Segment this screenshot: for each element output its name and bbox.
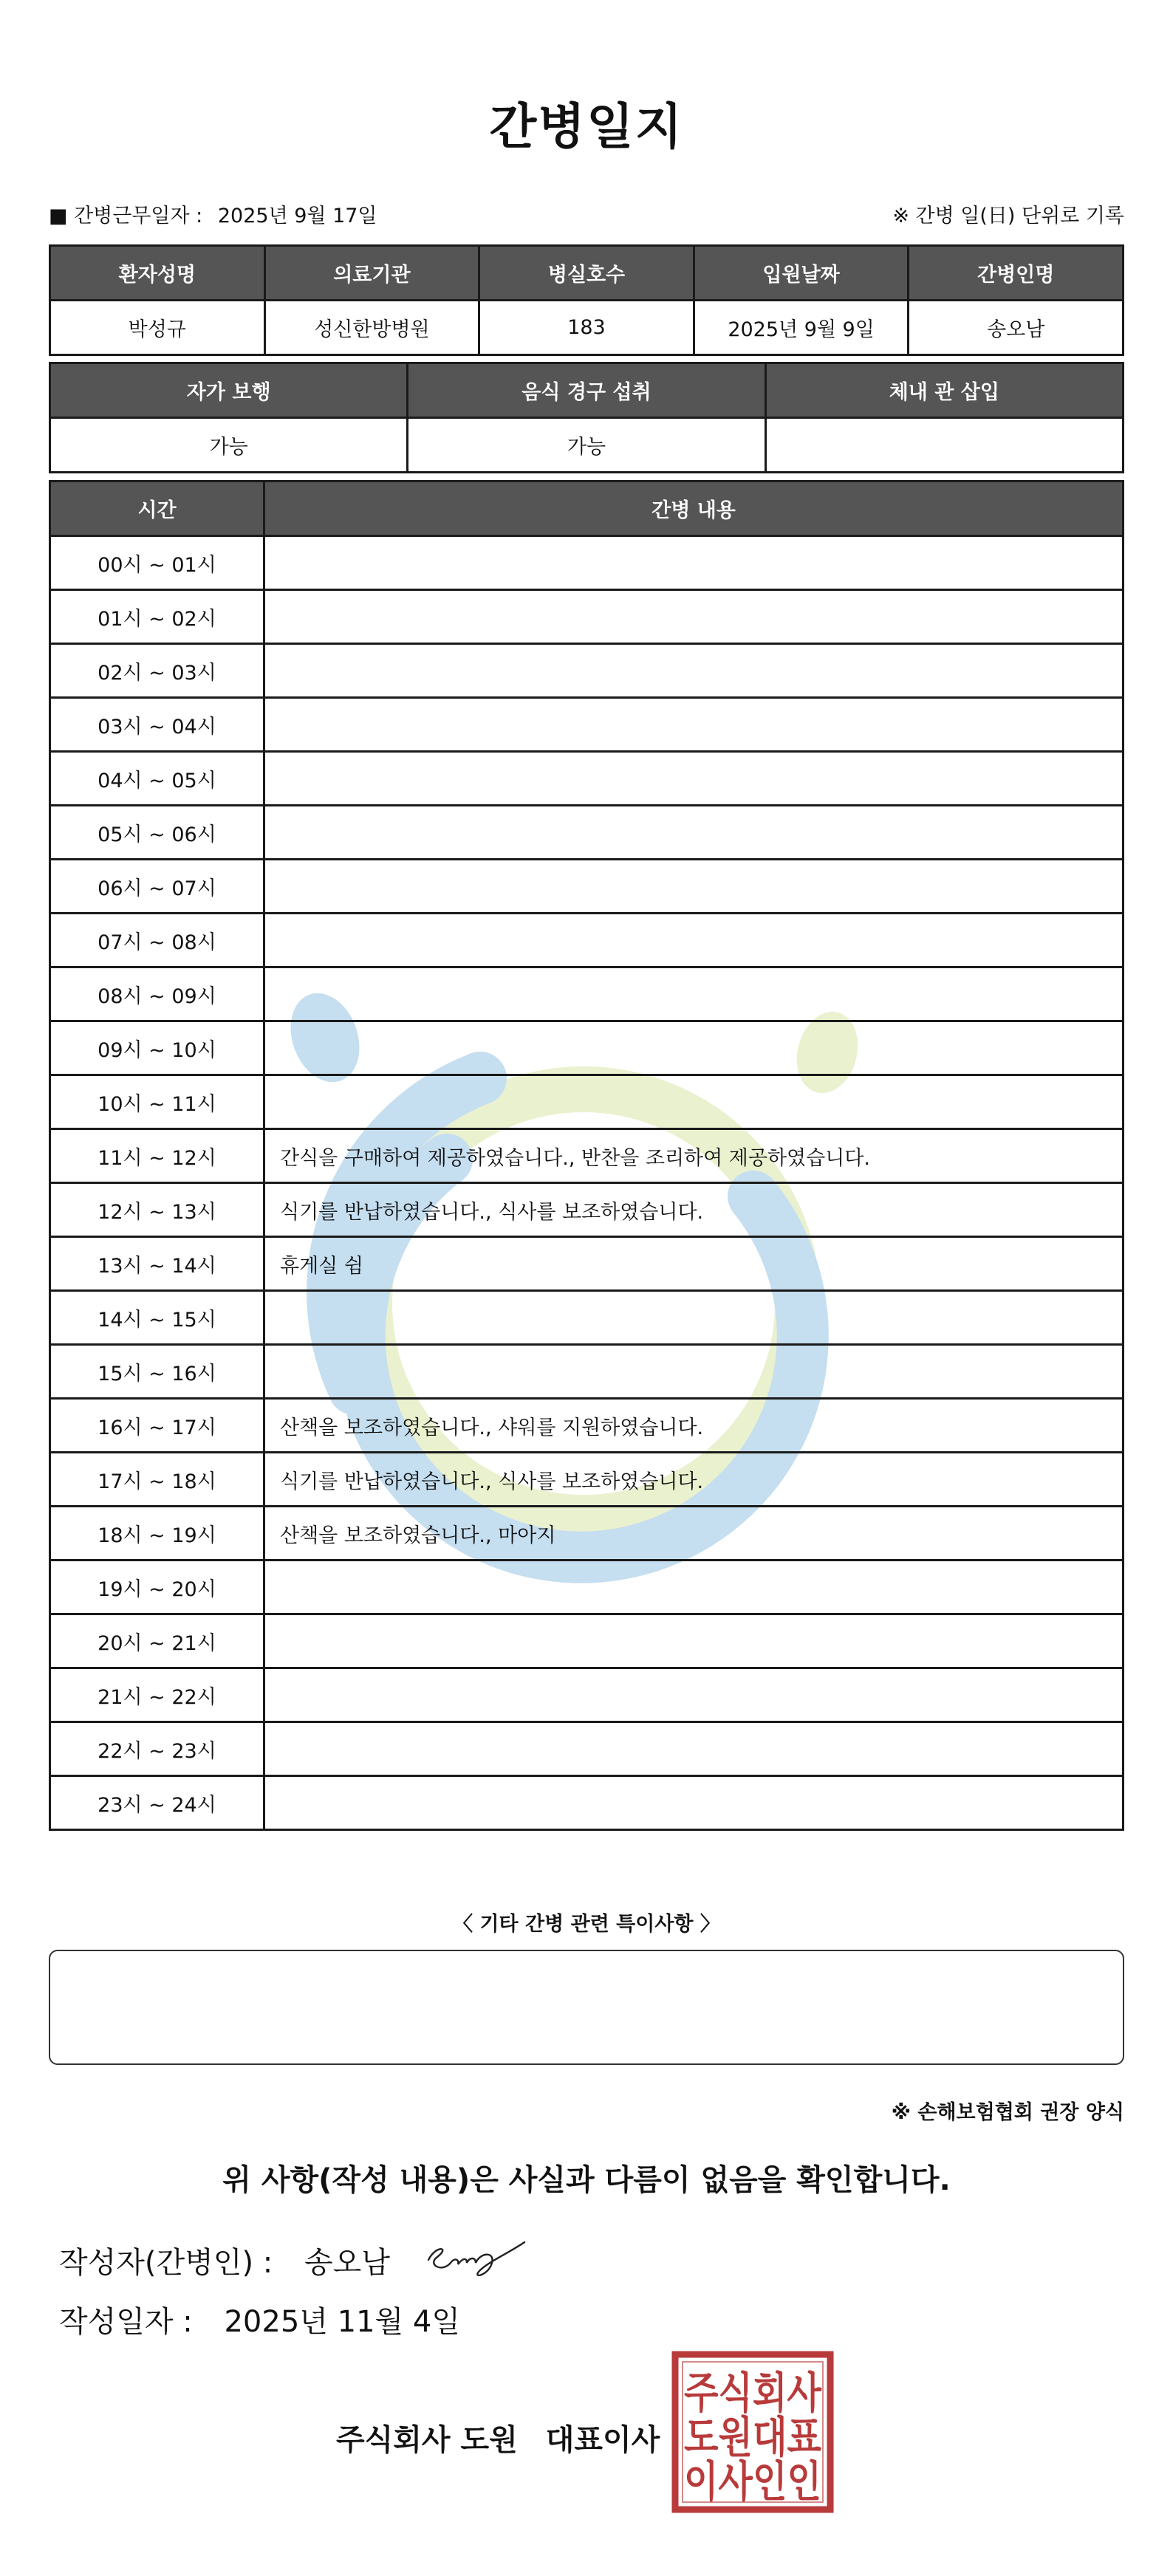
log-row: [50, 1237, 1124, 1291]
log-content: 간식을 구매하여 제공하였습니다., 반찬을 조리하여 제공하였습니다.: [264, 1129, 1124, 1183]
work-date-value: 2025년 9월 17일: [217, 205, 377, 227]
hospital-name: 성신한방병원: [264, 301, 479, 355]
oral-intake-value: 가능: [408, 418, 765, 473]
log-time: 07시 ~ 08시: [50, 914, 264, 967]
work-date: [49, 199, 377, 228]
log-time: 22시 ~ 23시: [50, 1722, 264, 1776]
log-time: 05시 ~ 06시: [50, 806, 264, 860]
log-time: 16시 ~ 17시: [50, 1399, 264, 1453]
log-content: [264, 1345, 1124, 1399]
patient-status-table: [49, 362, 1124, 473]
log-time: 12시 ~ 13시: [50, 1183, 264, 1237]
log-content: [264, 1021, 1124, 1075]
log-time: 10시 ~ 11시: [50, 1075, 264, 1129]
log-content: [264, 1561, 1124, 1614]
signature-image: [421, 2230, 532, 2282]
log-row: [50, 698, 1124, 752]
log-time: 18시 ~ 19시: [50, 1507, 264, 1561]
patient-info-table: [49, 244, 1124, 356]
log-content: 식기를 반납하였습니다., 식사를 보조하였습니다.: [264, 1183, 1124, 1237]
log-content: [264, 914, 1124, 967]
log-row: [50, 1614, 1124, 1668]
log-row: [50, 1291, 1124, 1345]
header-oral-intake: 음식 경구 섭취: [408, 363, 765, 418]
header-caregiver-name: 간병인명: [909, 246, 1124, 301]
log-time: 03시 ~ 04시: [50, 698, 264, 752]
log-row: [50, 1507, 1124, 1561]
author-name: 송오남: [304, 2246, 390, 2280]
log-content: 식기를 반납하였습니다., 식사를 보조하였습니다.: [264, 1453, 1124, 1507]
header-time: 시간: [50, 482, 264, 536]
company-seal-stamp: [671, 2350, 835, 2514]
written-date-label: 작성일자 :: [59, 2305, 193, 2339]
log-time: 13시 ~ 14시: [50, 1237, 264, 1291]
header-hospital: 의료기관: [264, 246, 479, 301]
log-content: [264, 698, 1124, 752]
log-time: 00시 ~ 01시: [50, 536, 264, 590]
log-row: [50, 860, 1124, 914]
log-content: [264, 752, 1124, 806]
log-row: [50, 1075, 1124, 1129]
recording-note: ※ 간병 일(日) 단위로 기록: [892, 205, 1124, 227]
log-content: [264, 1776, 1124, 1830]
log-content: [264, 860, 1124, 914]
log-row: [50, 1722, 1124, 1776]
header-self-walking: 자가 보행: [50, 363, 408, 418]
log-row: [50, 1561, 1124, 1614]
log-content: 산책을 보조하였습니다., 마아지: [264, 1507, 1124, 1561]
log-content: [264, 967, 1124, 1021]
log-row: [50, 914, 1124, 967]
room-number: 183: [479, 301, 694, 355]
log-row: [50, 590, 1124, 644]
log-time: 11시 ~ 12시: [50, 1129, 264, 1183]
svg-text:도원대표: 도원대표: [684, 2412, 821, 2462]
log-time: 23시 ~ 24시: [50, 1776, 264, 1830]
author-line: [59, 2239, 390, 2281]
log-row: [50, 1668, 1124, 1722]
log-time: 04시 ~ 05시: [50, 752, 264, 806]
caregiver-name: 송오남: [909, 301, 1124, 355]
log-row: [50, 644, 1124, 698]
log-row: [50, 1345, 1124, 1399]
log-time: 15시 ~ 16시: [50, 1345, 264, 1399]
written-date-value: 2025년 11월 4일: [224, 2305, 460, 2339]
header-room-number: 병실호수: [479, 246, 694, 301]
log-content: 휴게실 쉼: [264, 1237, 1124, 1291]
log-row: [50, 1129, 1124, 1183]
written-date-line: [59, 2298, 460, 2340]
svg-text:이사인인: 이사인인: [684, 2456, 821, 2507]
page-title: 간병일지: [489, 98, 684, 155]
header-care-content: 간병 내용: [264, 482, 1124, 536]
log-content: [264, 590, 1124, 644]
log-content: [264, 1668, 1124, 1722]
header-admission-date: 입원날짜: [694, 246, 909, 301]
log-time: 19시 ~ 20시: [50, 1561, 264, 1614]
log-time: 06시 ~ 07시: [50, 860, 264, 914]
confirmation-statement: 위 사항(작성 내용)은 사실과 다름이 없음을 확인합니다.: [222, 2163, 951, 2197]
tube-insertion-value: [765, 418, 1123, 473]
log-content: [264, 536, 1124, 590]
log-time: 09시 ~ 10시: [50, 1021, 264, 1075]
log-row: [50, 1021, 1124, 1075]
admission-date: 2025년 9월 9일: [694, 301, 909, 355]
company-name: 주식회사 도원: [336, 2423, 518, 2457]
log-content: [264, 1722, 1124, 1776]
company-line: [336, 2416, 660, 2459]
log-row: [50, 806, 1124, 860]
log-row: [50, 1453, 1124, 1507]
remarks-box: [49, 1950, 1124, 2065]
log-time: 01시 ~ 02시: [50, 590, 264, 644]
log-row: [50, 536, 1124, 590]
log-row: [50, 1399, 1124, 1453]
log-content: [264, 1291, 1124, 1345]
svg-text:주식회사: 주식회사: [684, 2368, 822, 2418]
log-content: [264, 644, 1124, 698]
log-row: [50, 752, 1124, 806]
patient-name: 박성규: [50, 301, 265, 355]
log-time: 02시 ~ 03시: [50, 644, 264, 698]
log-content: [264, 1075, 1124, 1129]
remarks-title: 〈 기타 간병 관련 특이사항 〉: [453, 1913, 720, 1936]
log-row: [50, 1183, 1124, 1237]
log-time: 08시 ~ 09시: [50, 967, 264, 1021]
author-label: 작성자(간병인) :: [59, 2246, 273, 2280]
work-date-label: ■ 간병근무일자 :: [49, 205, 203, 227]
header-patient-name: 환자성명: [50, 246, 265, 301]
log-content: [264, 1614, 1124, 1668]
care-log-table: [49, 480, 1124, 1831]
log-time: 21시 ~ 22시: [50, 1668, 264, 1722]
company-role: 대표이사: [545, 2423, 660, 2457]
log-time: 17시 ~ 18시: [50, 1453, 264, 1507]
log-time: 14시 ~ 15시: [50, 1291, 264, 1345]
header-tube-insertion: 체내 관 삽입: [765, 363, 1123, 418]
log-row: [50, 1776, 1124, 1830]
self-walking-value: 가능: [50, 418, 408, 473]
log-time: 20시 ~ 21시: [50, 1614, 264, 1668]
log-content: [264, 806, 1124, 860]
log-row: [50, 967, 1124, 1021]
log-content: 산책을 보조하였습니다., 샤워를 지원하였습니다.: [264, 1399, 1124, 1453]
form-footnote: ※ 손해보험협회 권장 양식: [891, 2101, 1124, 2124]
